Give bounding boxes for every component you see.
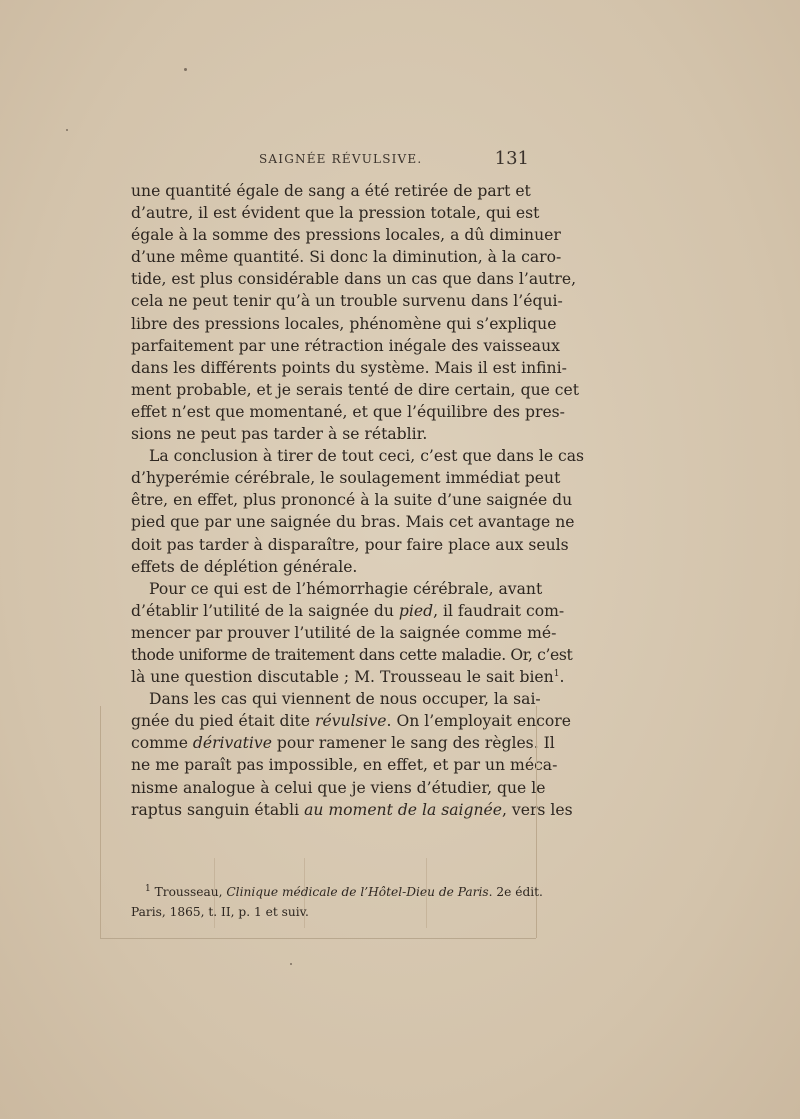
footnote-line: Paris, 1865, t. II, p. 1 et suiv. xyxy=(131,905,309,919)
text-line xyxy=(131,710,571,732)
text-line: cela ne peut tenir qu’à un trouble survenu dans l’équi- xyxy=(131,292,563,311)
table-ghost-rule xyxy=(100,938,536,939)
text-line: d’autre, il est évident que la pression totale, qui est xyxy=(131,204,540,223)
table-ghost-line xyxy=(536,706,537,938)
italic-term: pied xyxy=(398,601,434,620)
text-line: libre des pressions locales, phénomène qui s’explique xyxy=(131,314,557,333)
footnote xyxy=(131,882,543,922)
text-line: mencer par prouver l’utilité de la saignée comme mé- xyxy=(131,623,557,642)
text-line xyxy=(131,666,565,688)
page-header xyxy=(131,148,529,174)
text-line: nisme analogue à celui que je viens d’étudier, que le xyxy=(131,778,546,797)
body-text xyxy=(131,180,585,821)
text-line xyxy=(131,600,565,622)
ink-speck xyxy=(290,963,292,965)
italic-term: révulsive xyxy=(314,712,387,731)
text-line: ment probable, et je serais tenté de dire certain, que cet xyxy=(131,380,580,399)
running-title: SAIGNÉE RÉVULSIVE. xyxy=(259,152,423,166)
text-line: doit pas tarder à disparaître, pour faire place aux seuls xyxy=(131,535,569,554)
italic-term: au moment de la saignée xyxy=(304,800,502,819)
footnote-ref: 1 xyxy=(553,668,560,679)
text-line: La conclusion à tirer de tout ceci, c’est que dans le cas xyxy=(149,447,585,466)
text-line: dans les différents points du système. Mais il est infini- xyxy=(131,358,567,377)
text-line: égale à la somme des pressions locales, a dû diminuer xyxy=(131,226,561,245)
text-line: ne me paraît pas impossible, en effet, et par un méca- xyxy=(131,756,558,775)
text-line: tide, est plus considérable dans un cas que dans l’autre, xyxy=(131,270,577,289)
text-line: effets de déplétion générale. xyxy=(131,557,358,576)
table-ghost-line xyxy=(100,706,101,938)
text-line: être, en effet, plus prononcé à la suite d’une saignée du xyxy=(131,491,573,510)
text-line: pied que par une saignée du bras. Mais cet avantage ne xyxy=(131,513,575,532)
text-line: Dans les cas qui viennent de nous occuper, la sai- xyxy=(149,690,541,709)
text-segment: raptus sanguin établi xyxy=(131,800,305,819)
text-line: une quantité égale de sang a été retirée de part et xyxy=(131,182,531,200)
text-segment: comme xyxy=(131,734,193,753)
footnote-title: Clinique médicale de l’Hôtel-Dieu de Paris xyxy=(226,885,489,899)
footnote-line xyxy=(131,882,543,902)
text-line: d’une même quantité. Si donc la diminution, à la caro- xyxy=(131,248,562,267)
page-number: 131 xyxy=(494,148,529,169)
text-segment: . On l’employait encore xyxy=(386,712,571,731)
text-segment: pour ramener le sang des règles. Il xyxy=(271,734,555,753)
footnote-edition: . 2e édit. xyxy=(488,885,543,899)
text-line xyxy=(131,799,573,821)
text-segment: gnée du pied était dite xyxy=(131,712,315,731)
text-segment: là une question discutable ; M. Trousseau le sait bien xyxy=(131,668,554,687)
text-line: effet n’est que momentané, et que l’équilibre des pres- xyxy=(131,402,565,421)
text-line: thode uniforme de traitement dans cette maladie. Or, c’est xyxy=(131,645,573,664)
footnote-author: Trousseau, xyxy=(150,885,227,899)
text-segment: , vers les xyxy=(502,800,573,819)
text-line: sions ne peut pas tarder à se rétablir. xyxy=(131,425,428,444)
text-segment: , il faudrait com- xyxy=(433,601,565,620)
ink-speck xyxy=(184,68,187,71)
footnote-marker: 1 xyxy=(145,883,151,894)
text-line: d’hyperémie cérébrale, le soulagement immédiat peut xyxy=(131,469,561,488)
ink-speck xyxy=(66,129,68,131)
text-line: parfaitement par une rétraction inégale des vaisseaux xyxy=(131,336,560,355)
italic-term: dérivative xyxy=(192,734,272,753)
text-line: Pour ce qui est de l’hémorrhagie cérébrale, avant xyxy=(149,579,543,598)
text-line xyxy=(131,732,555,754)
text-segment: . xyxy=(559,668,565,687)
text-segment: d’établir l’utilité de la saignée du xyxy=(131,601,399,620)
